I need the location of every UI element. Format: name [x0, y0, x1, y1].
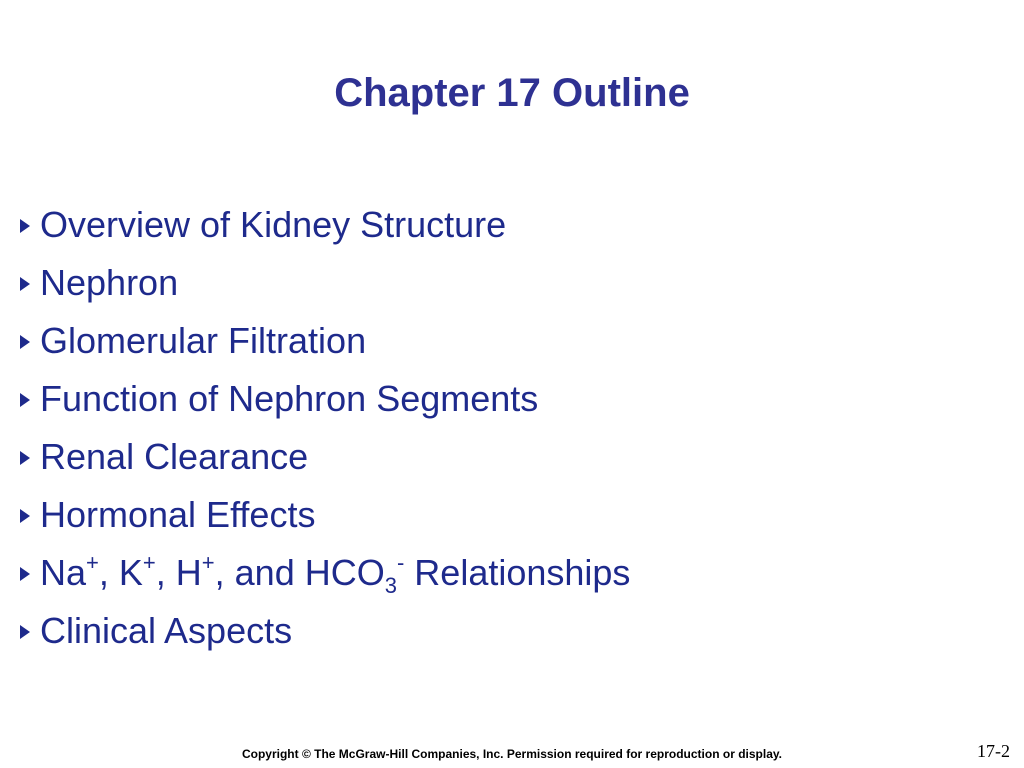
outline-item-text: Nephron [40, 262, 179, 303]
outline-item-text: Renal Clearance [40, 436, 309, 477]
triangle-right-icon [20, 509, 30, 523]
outline-item-text: Clinical Aspects [40, 610, 293, 651]
outline-list [20, 196, 630, 660]
hydrogen-charge: + [201, 550, 215, 575]
potassium-charge: + [142, 550, 156, 575]
outline-item [20, 486, 630, 544]
bicarbonate-label: , and HCO [214, 552, 385, 593]
outline-item [20, 370, 630, 428]
outline-item-ion-relationships [20, 544, 630, 602]
outline-item-text: Function of Nephron Segments [40, 378, 539, 419]
outline-item-text: Glomerular Filtration [40, 320, 367, 361]
outline-item [20, 428, 630, 486]
outline-item [20, 602, 630, 660]
slide-title: Chapter 17 Outline [334, 71, 690, 115]
triangle-right-icon [20, 567, 30, 581]
outline-item [20, 254, 630, 312]
triangle-right-icon [20, 277, 30, 291]
sodium-charge: + [86, 550, 99, 575]
outline-item [20, 196, 630, 254]
outline-item-text [40, 544, 630, 602]
triangle-right-icon [20, 335, 30, 349]
potassium-label: , K [98, 552, 143, 593]
sodium-label: Na [40, 552, 87, 593]
bicarbonate-charge: - [396, 550, 405, 575]
bicarbonate-subscript: 3 [384, 573, 397, 599]
outline-item-text: Hormonal Effects [40, 494, 316, 535]
triangle-right-icon [20, 451, 30, 465]
copyright-notice: Copyright © The McGraw-Hill Companies, Inc. Permission required for reproduction or display. [241, 747, 783, 761]
outline-item-text: Overview of Kidney Structure [40, 204, 507, 245]
triangle-right-icon [20, 219, 30, 233]
hydrogen-label: , H [155, 552, 202, 593]
triangle-right-icon [20, 393, 30, 407]
outline-item [20, 312, 630, 370]
triangle-right-icon [20, 625, 30, 639]
relationships-label: Relationships [404, 552, 631, 593]
slide-number: 17-2 [977, 741, 1010, 761]
